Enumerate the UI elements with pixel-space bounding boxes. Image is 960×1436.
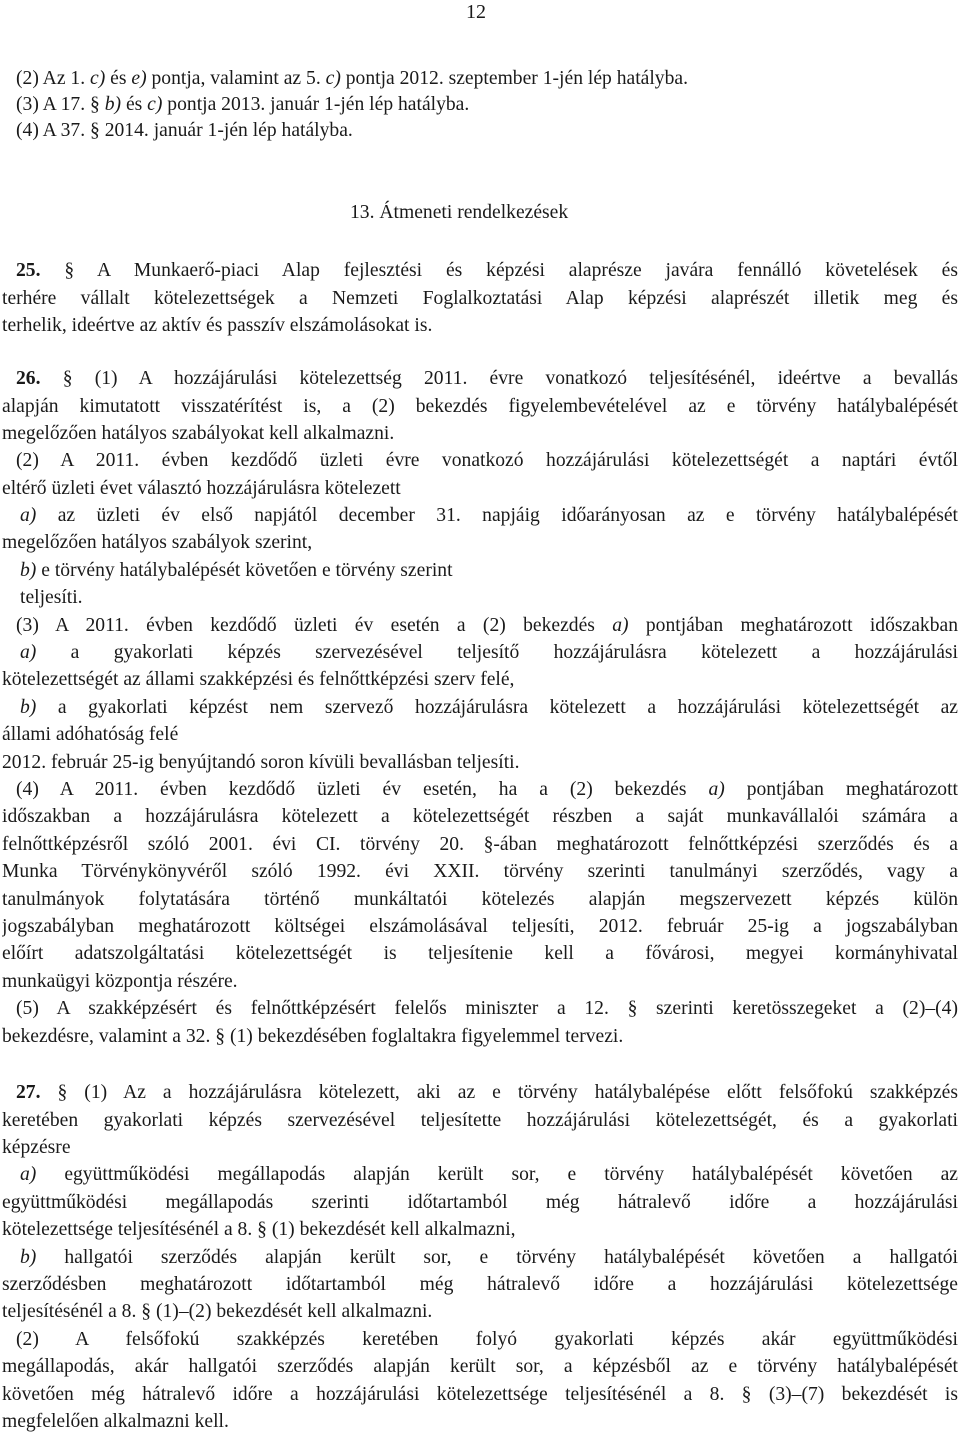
text-line <box>16 448 958 474</box>
text-line <box>2 859 958 885</box>
text-segment: jogszabályban meghatározott költségei elszámolásával teljesíti, 2012. február 25-ig a jogszabályban <box>2 916 958 937</box>
text-line <box>16 118 958 144</box>
text-segment: keretében gyakorlati képzés szervezésével teljesítette hozzájárulási kötelezettségét, és a gyakorlati <box>2 1110 958 1131</box>
text-segment: (4) A 2011. évben kezdődő üzleti év esetén, ha a (2) bekezdés <box>16 779 709 800</box>
text-segment: megelőzően hatályos szabályok szerint, <box>2 532 313 553</box>
text-line <box>16 613 958 639</box>
text-line <box>2 313 958 339</box>
point-letter: b) <box>20 697 37 718</box>
text-segment: 13. Átmeneti rendelkezések <box>350 202 569 223</box>
text-segment: kötelezettségét az állami szakképzési és felnőttképzési szerv felé, <box>2 669 515 690</box>
point-letter: c) <box>147 94 163 115</box>
text-line <box>2 1272 958 1298</box>
text-line <box>2 394 958 420</box>
text-segment: (4) A 37. § 2014. január 1-jén lép hatályba. <box>16 120 353 141</box>
text-line <box>2 832 958 858</box>
point-letter: a) <box>20 1164 37 1185</box>
text-line <box>20 695 958 721</box>
text-line <box>2 530 958 556</box>
text-line <box>16 366 958 392</box>
text-line <box>2 1024 958 1050</box>
text-line <box>2 1108 958 1134</box>
text-segment: (2) A felsőfokú szakképzés keretében folyó gyakorlati képzés akár együttműködési <box>16 1329 958 1350</box>
text-line <box>2 750 958 776</box>
text-line <box>20 503 958 529</box>
text-line <box>2 667 958 693</box>
text-segment: előírt adatszolgáltatási kötelezettségét is teljesítenie kell a fővárosi, megyei kormányhivatal <box>2 943 958 964</box>
text-line <box>2 286 958 312</box>
text-segment: (3) A 17. § <box>16 94 105 115</box>
text-segment: pontja 2013. január 1-jén lép hatályba. <box>162 94 470 115</box>
text-segment: megelőzően hatályos szabályokat kell alkalmazni. <box>2 423 395 444</box>
text-line <box>2 914 958 940</box>
text-segment: teljesíti. <box>20 587 83 608</box>
text-segment: 2012. február 25-ig benyújtandó soron kívüli bevallásban teljesíti. <box>2 752 520 773</box>
text-line <box>2 722 958 748</box>
text-segment: § A Munkaerő-piaci Alap fejlesztési és képzési alaprésze javára fennálló követelések és <box>40 260 958 281</box>
text-line <box>16 1080 958 1106</box>
point-letter: a) <box>708 779 725 800</box>
text-segment: képzésre <box>2 1137 71 1158</box>
text-segment: az üzleti év első napjától december 31. napjáig időarányosan az e törvény hatálybalépését <box>36 505 958 526</box>
text-segment: teljesítésénél a 8. § (1)–(2) bekezdését kell alkalmazni. <box>2 1301 433 1322</box>
text-segment: megfelelően alkalmazni kell. <box>2 1411 229 1432</box>
text-line <box>20 1162 958 1188</box>
text-segment: e törvény hatálybalépését követően e törvény szerint <box>36 560 453 581</box>
text-segment: pontja 2012. szeptember 1-jén lép hatályba. <box>340 68 688 89</box>
text-segment: a gyakorlati képzés szervezésével teljesítő hozzájárulásra kötelezett a hozzájárulási <box>36 642 958 663</box>
text-segment: (2) Az 1. <box>16 68 91 89</box>
text-segment: együttműködési megállapodás alapján került sor, e törvény hatálybalépését követően az <box>36 1164 958 1185</box>
point-letter: b) <box>20 560 37 581</box>
text-segment: szerződésben meghatározott időtartamból még hátralevő időre a hozzájárulási kötelezettsége <box>2 1274 958 1295</box>
text-line <box>20 1245 958 1271</box>
text-segment: megállapodás, akár hallgatói szerződés alapján került sor, a képzésből az e törvény hatálybalépését <box>2 1356 958 1377</box>
text-line <box>16 258 958 284</box>
text-line <box>350 200 960 226</box>
text-segment: terhére vállalt kötelezettségek a Nemzeti Foglalkoztatási Alap képzési alaprészét illetik meg és <box>2 288 958 309</box>
text-segment: tanulmányok folytatására történő munkáltatói kötelezés alapján megszervezett képzés külön <box>2 889 958 910</box>
text-line <box>2 1354 958 1380</box>
point-letter: a) <box>20 505 37 526</box>
point-letter: a) <box>20 642 37 663</box>
text-segment: terhelik, ideértve az aktív és passzív elszámolásokat is. <box>2 315 433 336</box>
text-segment: hallgatói szerződés alapján került sor, e törvény hatálybalépését követően a hallgatói <box>36 1247 958 1268</box>
text-segment: § (1) A hozzájárulási kötelezettség 2011. évre vonatkozó teljesítésénél, ideértve a bevallás <box>40 368 958 389</box>
text-segment: követően még hátralevő időre a hozzájárulási kötelezettsége teljesítésénél a 8. § (3)–(7) bekezdését is <box>2 1384 958 1405</box>
text-segment: pontja, valamint az 5. <box>146 68 326 89</box>
section-number: 26. <box>16 368 41 389</box>
text-segment: pontjában meghatározott <box>724 779 958 800</box>
text-segment: időszakban a hozzájárulásra kötelezett a kötelezettségét részben a saját munkavállalói számára a <box>2 806 958 827</box>
point-letter: b) <box>20 1247 37 1268</box>
text-line <box>16 996 958 1022</box>
text-segment: Munka Törvénykönyvéről szóló 1992. évi XXII. törvény szerinti tanulmányi szerződés, vagy a <box>2 861 958 882</box>
text-line <box>2 476 958 502</box>
text-segment: bekezdésre, valamint a 32. § (1) bekezdésében foglaltakra figyelemmel tervezi. <box>2 1026 624 1047</box>
text-segment: és <box>105 68 132 89</box>
text-line <box>20 640 958 666</box>
section-number: 25. <box>16 260 41 281</box>
text-segment: alapján kimutatott visszatérítést is, a (2) bekezdés figyelembevételével az e törvény hatálybalépését <box>2 396 958 417</box>
text-line <box>2 421 958 447</box>
point-letter: a) <box>612 615 629 636</box>
text-line <box>16 92 958 118</box>
text-line <box>2 887 958 913</box>
text-line <box>2 941 958 967</box>
section-number: 27. <box>16 1082 41 1103</box>
text-line <box>2 1217 958 1243</box>
text-line <box>20 558 958 584</box>
text-line <box>2 969 958 995</box>
text-line <box>2 1190 958 1216</box>
point-letter: e) <box>131 68 147 89</box>
text-line <box>2 1409 958 1435</box>
text-line <box>16 777 958 803</box>
text-line <box>2 1135 958 1161</box>
point-letter: c) <box>325 68 341 89</box>
text-segment: (3) A 2011. évben kezdődő üzleti év esetén a (2) bekezdés <box>16 615 613 636</box>
text-line <box>2 804 958 830</box>
text-segment: felnőttképzésről szóló 2001. évi CI. törvény 20. §-ában meghatározott felnőttképzési szerződés és a <box>2 834 958 855</box>
text-segment: pontjában meghatározott időszakban <box>628 615 958 636</box>
point-letter: c) <box>90 68 106 89</box>
page-number: 12 <box>466 1 486 23</box>
text-segment: (5) A szakképzésért és felnőttképzésért felelős miniszter a 12. § szerinti keretösszegeket a (2)–(4) <box>16 998 958 1019</box>
text-line <box>2 1299 958 1325</box>
text-line <box>16 66 958 92</box>
text-line <box>20 585 958 611</box>
text-segment: § (1) Az a hozzájárulásra kötelezett, aki az e törvény hatálybalépése előtt felsőfokú szakképzés <box>40 1082 958 1103</box>
text-segment: a gyakorlati képzést nem szervező hozzájárulásra kötelezett a hozzájárulási kötelezettségét az <box>36 697 958 718</box>
text-segment: eltérő üzleti évet választó hozzájárulásra kötelezett <box>2 478 401 499</box>
text-line <box>16 1327 958 1353</box>
text-line <box>2 1382 958 1408</box>
text-segment: és <box>121 94 148 115</box>
point-letter: b) <box>104 94 122 115</box>
text-segment: munkaügyi központja részére. <box>2 971 238 992</box>
text-segment: együttműködési megállapodás szerinti időtartamból még hátralevő időre a hozzájárulási <box>2 1192 958 1213</box>
text-segment: kötelezettsége teljesítésénél a 8. § (1) bekezdését kell alkalmazni, <box>2 1219 516 1240</box>
text-segment: állami adóhatóság felé <box>2 724 179 745</box>
text-segment: (2) A 2011. évben kezdődő üzleti évre vonatkozó hozzájárulási kötelezettségét a naptári évtől <box>16 450 958 471</box>
